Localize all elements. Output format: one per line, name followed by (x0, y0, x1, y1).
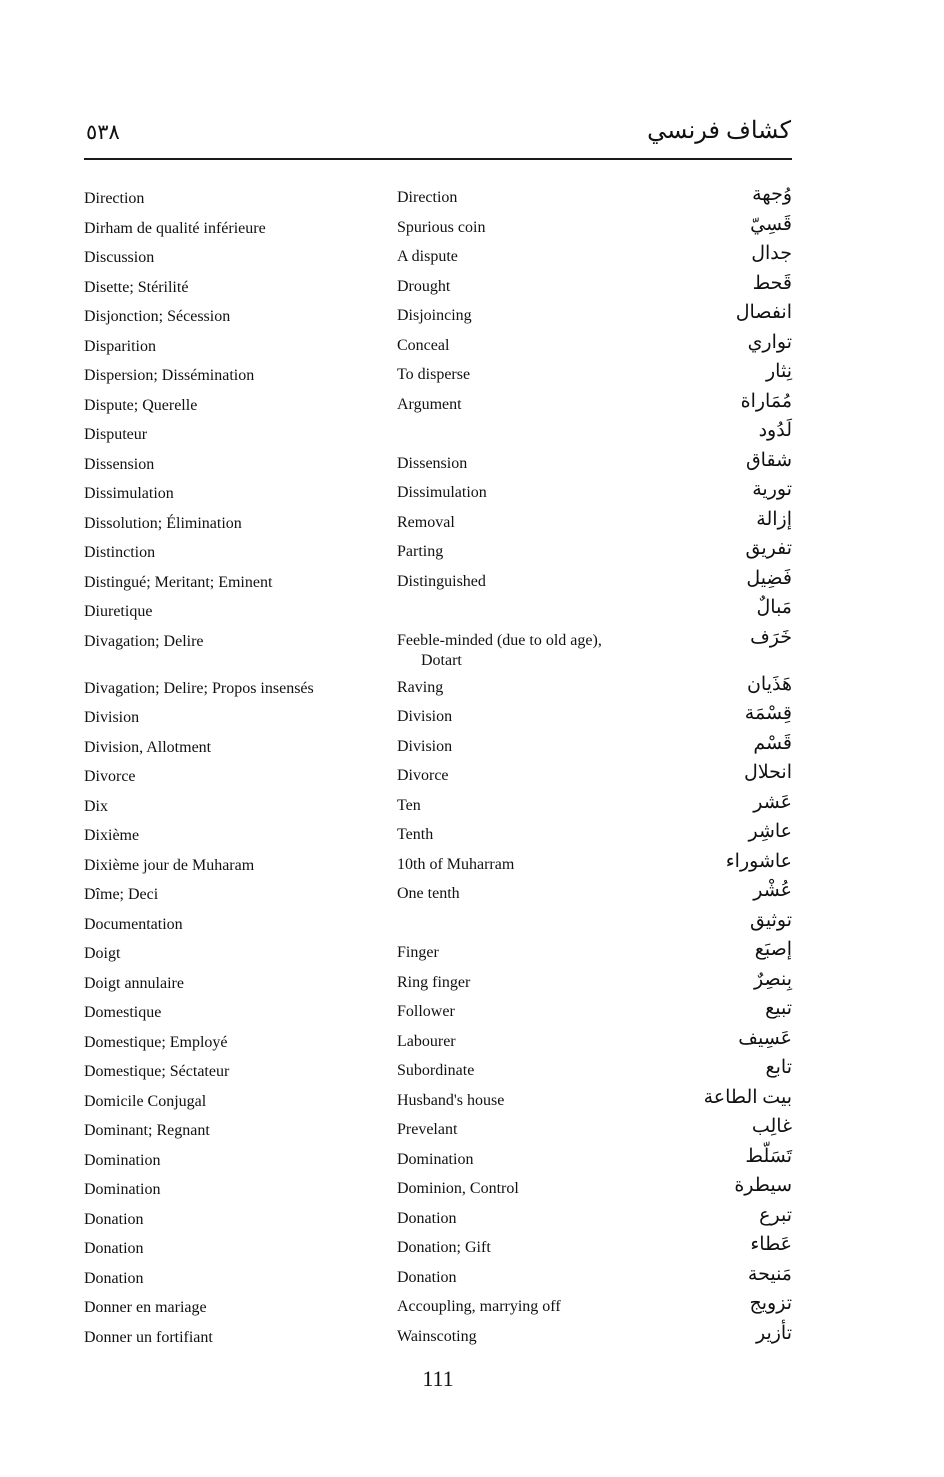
french-term: Dix (84, 797, 108, 815)
arabic-term: توثيق (750, 909, 792, 931)
english-term (397, 796, 647, 816)
arabic-term: فَضِيل (746, 567, 792, 589)
english-term-text: Conceal (397, 336, 450, 354)
entry-row (0, 911, 944, 941)
english-term (397, 825, 647, 845)
entry-row (0, 392, 944, 422)
entry-row (0, 1088, 944, 1118)
entry-row (0, 569, 944, 599)
arabic-term: وُجهة (752, 184, 792, 205)
entry-row (0, 244, 944, 274)
arabic-term: انفصال (735, 302, 792, 323)
arabic-term: نِثار (766, 361, 792, 382)
arabic-term: تَسَلّط (745, 1145, 792, 1167)
entry-row (0, 1029, 944, 1059)
arabic-term: عَسِيف (738, 1027, 792, 1049)
english-term-text: Donation; Gift (397, 1239, 491, 1256)
french-term: Distinction (84, 544, 156, 561)
english-term (397, 1179, 647, 1199)
entry-row (0, 940, 944, 970)
arabic-term: هَذَيان (746, 673, 792, 695)
entry-row (0, 274, 944, 304)
arabic-term: تفريق (745, 538, 792, 559)
french-term: Dispute; Querelle (84, 396, 198, 414)
entry-row (0, 539, 944, 569)
english-term (397, 678, 647, 698)
arabic-term: قَحط (752, 272, 792, 294)
english-term (397, 1061, 647, 1081)
english-term-text: Husband's house (397, 1091, 505, 1109)
english-term-continuation: Dotart (421, 651, 462, 669)
arabic-term: إصبَع (754, 939, 792, 960)
french-term: Divagation; Delire; Propos insensés (84, 679, 314, 697)
english-term (397, 973, 647, 993)
french-term: Divorce (84, 768, 136, 785)
french-term: Donation (84, 1210, 144, 1228)
english-term-text: Feeble-minded (due to old age), (397, 631, 602, 649)
english-term-text: Tenth (397, 826, 434, 843)
english-term-text: Division (397, 708, 453, 725)
arabic-term: عَشر (753, 791, 792, 813)
english-term (397, 855, 647, 875)
english-term (397, 247, 647, 267)
arabic-term: مَنيحة (747, 1263, 792, 1285)
english-term-text: One tenth (397, 885, 460, 902)
arabic-term: تبرع (759, 1204, 792, 1226)
english-term-text: Prevelant (397, 1121, 458, 1138)
french-term: Dixième jour de Muharam (84, 856, 255, 874)
french-term: Dissimulation (84, 485, 174, 502)
french-term: Domination (84, 1181, 161, 1198)
entry-row (0, 598, 944, 628)
entry-row (0, 1147, 944, 1177)
arabic-term: تزويج (749, 1293, 792, 1314)
french-term: Dixième (84, 827, 140, 844)
arabic-term: تبيع (765, 998, 792, 1019)
english-term (397, 1120, 647, 1140)
arabic-term: قَسْم (753, 732, 792, 754)
english-term (397, 1209, 647, 1229)
arabic-term: تابع (765, 1057, 792, 1078)
french-term: Donner en mariage (84, 1299, 207, 1316)
arabic-page-number: ٥٣٨ (86, 120, 120, 144)
english-term-text: Subordinate (397, 1062, 475, 1079)
french-term: Disputeur (84, 426, 148, 443)
entry-row (0, 1117, 944, 1147)
english-term (397, 1002, 647, 1022)
entry-row (0, 1324, 944, 1354)
english-term (397, 766, 647, 786)
english-term (397, 572, 647, 592)
french-term: Donner un fortifiant (84, 1328, 213, 1346)
entry-row (0, 185, 944, 215)
english-term-text: Raving (397, 678, 444, 696)
arabic-term: غالِب (751, 1116, 792, 1137)
entry-row (0, 763, 944, 793)
french-term: Dominant; Regnant (84, 1122, 210, 1139)
english-term-text: Ten (397, 796, 421, 814)
english-term (397, 513, 647, 533)
entry-row (0, 1294, 944, 1324)
arabic-term: مَبالٌ (756, 597, 792, 618)
french-term: Doigt (84, 945, 121, 962)
arabic-term: قَسِيّ (750, 213, 792, 235)
entry-row (0, 362, 944, 392)
entry-row (0, 303, 944, 333)
english-term-text: Dissension (397, 454, 468, 472)
english-term-text: Dissimulation (397, 484, 487, 501)
english-term (397, 631, 647, 671)
running-title: كشاف فرنسي (647, 118, 791, 144)
arabic-term: جدال (751, 243, 792, 264)
page-number: 111 (422, 1366, 454, 1391)
english-term-text: Accoupling, marrying off (397, 1298, 561, 1315)
french-term: Disette; Stérilité (84, 278, 189, 296)
french-term: Distingué; Meritant; Eminent (84, 573, 273, 591)
arabic-term: بيت الطاعة (703, 1086, 792, 1108)
english-term-text: Divorce (397, 767, 449, 784)
english-term (397, 218, 647, 238)
arabic-term: إزالة (756, 508, 792, 530)
french-term: Disparition (84, 337, 156, 355)
english-term-text: Spurious coin (397, 218, 486, 236)
english-term (397, 1032, 647, 1052)
english-term-text: Wainscoting (397, 1327, 477, 1345)
entry-row (0, 451, 944, 481)
french-term: Doigt annulaire (84, 974, 184, 992)
english-term (397, 395, 647, 415)
french-term: Dirham de qualité inférieure (84, 219, 266, 237)
entry-row (0, 1206, 944, 1236)
entry-row (0, 704, 944, 734)
english-term (397, 884, 647, 904)
french-term: Donation (84, 1269, 144, 1287)
french-term: Dîme; Deci (84, 886, 159, 903)
english-term (397, 1238, 647, 1258)
french-term: Donation (84, 1240, 144, 1257)
english-term (397, 1297, 647, 1317)
entry-row (0, 421, 944, 451)
entry-row (0, 1058, 944, 1088)
arabic-term: قِسْمَة (744, 703, 792, 724)
english-term (397, 542, 647, 562)
french-term: Domicile Conjugal (84, 1092, 207, 1110)
entry-row (0, 675, 944, 705)
english-term-text: Ring finger (397, 973, 471, 991)
entry-row (0, 881, 944, 911)
french-term: Discussion (84, 249, 155, 266)
english-term (397, 483, 647, 503)
english-term (397, 1150, 647, 1170)
english-term-text: 10th of Muharram (397, 855, 515, 873)
dictionary-entries (0, 185, 944, 1353)
english-term-text: Donation (397, 1268, 457, 1286)
french-term: Documentation (84, 915, 183, 933)
english-term-text: Follower (397, 1003, 455, 1020)
english-term (397, 454, 647, 474)
entry-row (0, 999, 944, 1029)
english-term-text: Division (397, 737, 453, 755)
entry-row (0, 734, 944, 764)
french-term: Dissension (84, 455, 155, 473)
english-term-text: Removal (397, 513, 455, 531)
english-term (397, 1091, 647, 1111)
arabic-term: عَطاء (750, 1234, 792, 1255)
entry-row (0, 852, 944, 882)
french-term: Domestique (84, 1004, 162, 1021)
english-term (397, 277, 647, 297)
english-term-text: Argument (397, 395, 462, 413)
arabic-term: مُمَاراة (740, 390, 792, 412)
entry-row (0, 970, 944, 1000)
french-term: Divagation; Delire (84, 632, 204, 650)
arabic-term: شقاق (745, 449, 792, 471)
english-term (397, 943, 647, 963)
english-term-text: Labourer (397, 1032, 456, 1050)
french-term: Division, Allotment (84, 738, 212, 756)
arabic-term: سيطرة (734, 1175, 792, 1196)
english-term (397, 737, 647, 757)
entry-row (0, 1176, 944, 1206)
english-term (397, 306, 647, 326)
english-term-text: Dominion, Control (397, 1180, 519, 1197)
arabic-term: بِنصِرٌ (754, 968, 792, 990)
entry-row (0, 480, 944, 510)
english-term-text: Distinguished (397, 572, 486, 590)
english-term-text: Domination (397, 1150, 474, 1168)
header-rule (84, 158, 792, 160)
arabic-term: خَرَف (750, 626, 792, 648)
french-term: Direction (84, 190, 145, 207)
entry-row (0, 215, 944, 245)
english-term (397, 1327, 647, 1347)
english-term (397, 1268, 647, 1288)
english-term-text: A dispute (397, 248, 458, 265)
english-term-text: Parting (397, 543, 444, 560)
french-term: Diuretique (84, 603, 153, 620)
arabic-term: لَدُود (758, 420, 792, 441)
entry-row (0, 793, 944, 823)
english-term-text: Disjoincing (397, 307, 472, 324)
page-header (86, 116, 791, 150)
entry-row (0, 1265, 944, 1295)
entry-row (0, 333, 944, 363)
french-term: Dispersion; Dissémination (84, 367, 255, 384)
french-term: Dissolution; Élimination (84, 514, 242, 532)
entry-row (0, 822, 944, 852)
english-term-text: Finger (397, 944, 439, 961)
arabic-term: تورية (752, 479, 792, 500)
french-term: Domestique; Séctateur (84, 1063, 230, 1080)
arabic-term: تأزير (755, 1322, 792, 1344)
english-term (397, 188, 647, 208)
arabic-term: عاشِر (748, 821, 792, 842)
english-term (397, 336, 647, 356)
entry-row (0, 510, 944, 540)
english-term-text: Donation (397, 1209, 457, 1227)
french-term: Domination (84, 1151, 161, 1169)
english-term-text: Direction (397, 189, 458, 206)
entry-row (0, 628, 944, 675)
french-term: Disjonction; Sécession (84, 308, 231, 325)
english-term-text: Drought (397, 277, 451, 295)
french-term: Division (84, 709, 140, 726)
arabic-term: عاشوراء (725, 850, 792, 872)
english-term (397, 365, 647, 385)
arabic-term: انحلال (744, 762, 792, 783)
entry-row (0, 1235, 944, 1265)
arabic-term: عُشْر (753, 880, 792, 901)
english-term-text: To disperse (397, 366, 471, 383)
arabic-term: تواري (747, 331, 792, 353)
english-term (397, 707, 647, 727)
french-term: Domestique; Employé (84, 1033, 228, 1051)
